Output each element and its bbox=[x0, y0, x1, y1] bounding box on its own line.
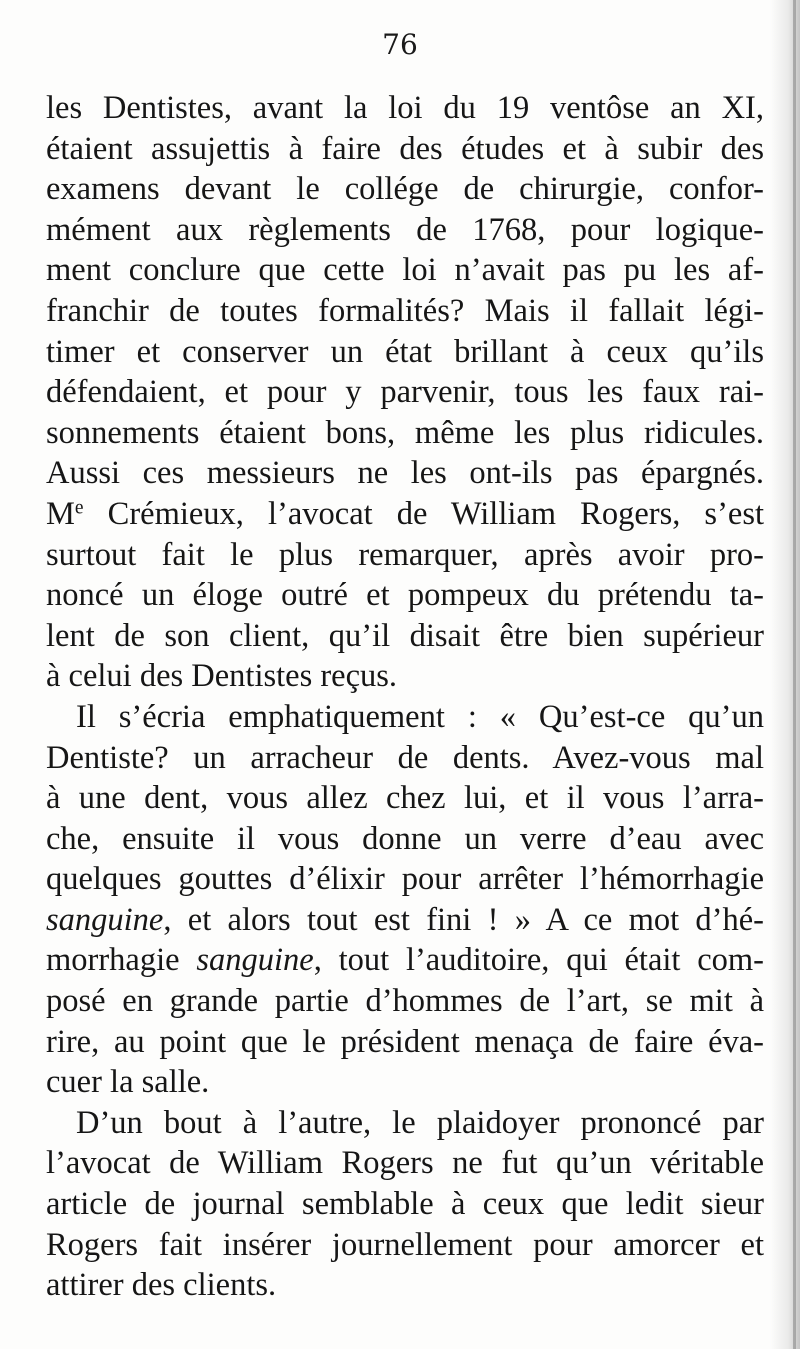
text-line: à celui des Dentistes reçus. bbox=[46, 658, 398, 695]
text-line: à une dent, vous allez chez lui, et il vous l’arra- bbox=[46, 780, 764, 817]
text-line: l’avocat de William Rogers ne fut qu’un véritable bbox=[46, 1145, 764, 1182]
text-line: D’un bout à l’autre, le plaidoyer prononcé par bbox=[76, 1104, 764, 1141]
italic-word: sanguine bbox=[46, 901, 164, 938]
line-rest: , et alors tout est fini ! » A ce mot d’hé- bbox=[163, 901, 764, 938]
text-line: Il s’écria emphatiquement : « Qu’est-ce qu’un bbox=[76, 698, 764, 735]
text-line: Rogers fait insérer journellement pour amorcer et bbox=[46, 1226, 764, 1263]
line-start: morrhagie bbox=[46, 942, 180, 979]
text-line: lent de son client, qu’il disait être bien supérieur bbox=[46, 617, 764, 654]
italic-word: sanguine bbox=[196, 942, 314, 979]
text-line: rire, au point que le président menaça de faire éva- bbox=[46, 1023, 764, 1060]
line-rest: Crémieux, l’avocat de William Rogers, s’est bbox=[107, 495, 765, 532]
text-line: Aussi ces messieurs ne les ont-ils pas épargnés. bbox=[46, 455, 764, 492]
text-line: surtout fait le plus remarquer, après avoir pro- bbox=[46, 536, 764, 573]
text-line: Dentiste? un arracheur de dents. Avez-vous mal bbox=[46, 739, 764, 776]
text-line: examens devant le collége de chirurgie, confor- bbox=[46, 171, 764, 208]
text-line: étaient assujettis à faire des études et à subir des bbox=[46, 130, 764, 167]
honorific-abbrev bbox=[46, 496, 84, 532]
body-text bbox=[46, 88, 764, 1306]
text-line: noncé un éloge outré et pompeux du prétendu ta- bbox=[46, 577, 764, 614]
text-line: posé en grande partie d’hommes de l’art, se mit à bbox=[46, 983, 764, 1020]
text-line: les Dentistes, avant la loi du 19 ventôse an XI, bbox=[46, 90, 764, 126]
text-line: quelques gouttes d’élixir pour arrêter l’hémorrhagie bbox=[46, 861, 764, 898]
text-line: mément aux règlements de 1768, pour logique- bbox=[46, 211, 764, 248]
text-line: che, ensuite il vous donne un verre d’eau avec bbox=[46, 820, 764, 857]
text-line: franchir de toutes formalités? Mais il fallait légi- bbox=[46, 292, 764, 329]
text-line: défendaient, et pour y parvenir, tous les faux rai- bbox=[46, 374, 764, 411]
text-line: cuer la salle. bbox=[46, 1064, 210, 1101]
text-line: article de journal semblable à ceux que ledit sieur bbox=[46, 1186, 764, 1223]
honorific-superscript: e bbox=[74, 497, 84, 519]
page-number: 76 bbox=[382, 28, 418, 61]
honorific-base: M bbox=[46, 495, 75, 532]
page-edge-line bbox=[793, 0, 796, 1349]
text-line: timer et conserver un état brillant à ceux qu’ils bbox=[46, 333, 764, 370]
text-line bbox=[46, 940, 764, 981]
text-line: sonnements étaient bons, même les plus ridicules. bbox=[46, 414, 764, 451]
text-line: attirer des clients. bbox=[46, 1267, 277, 1304]
text-line bbox=[46, 900, 764, 941]
text-line bbox=[46, 494, 764, 535]
line-rest: , tout l’auditoire, qui était com- bbox=[313, 942, 765, 979]
text-line: ment conclure que cette loi n’avait pas pu les af- bbox=[46, 252, 764, 289]
